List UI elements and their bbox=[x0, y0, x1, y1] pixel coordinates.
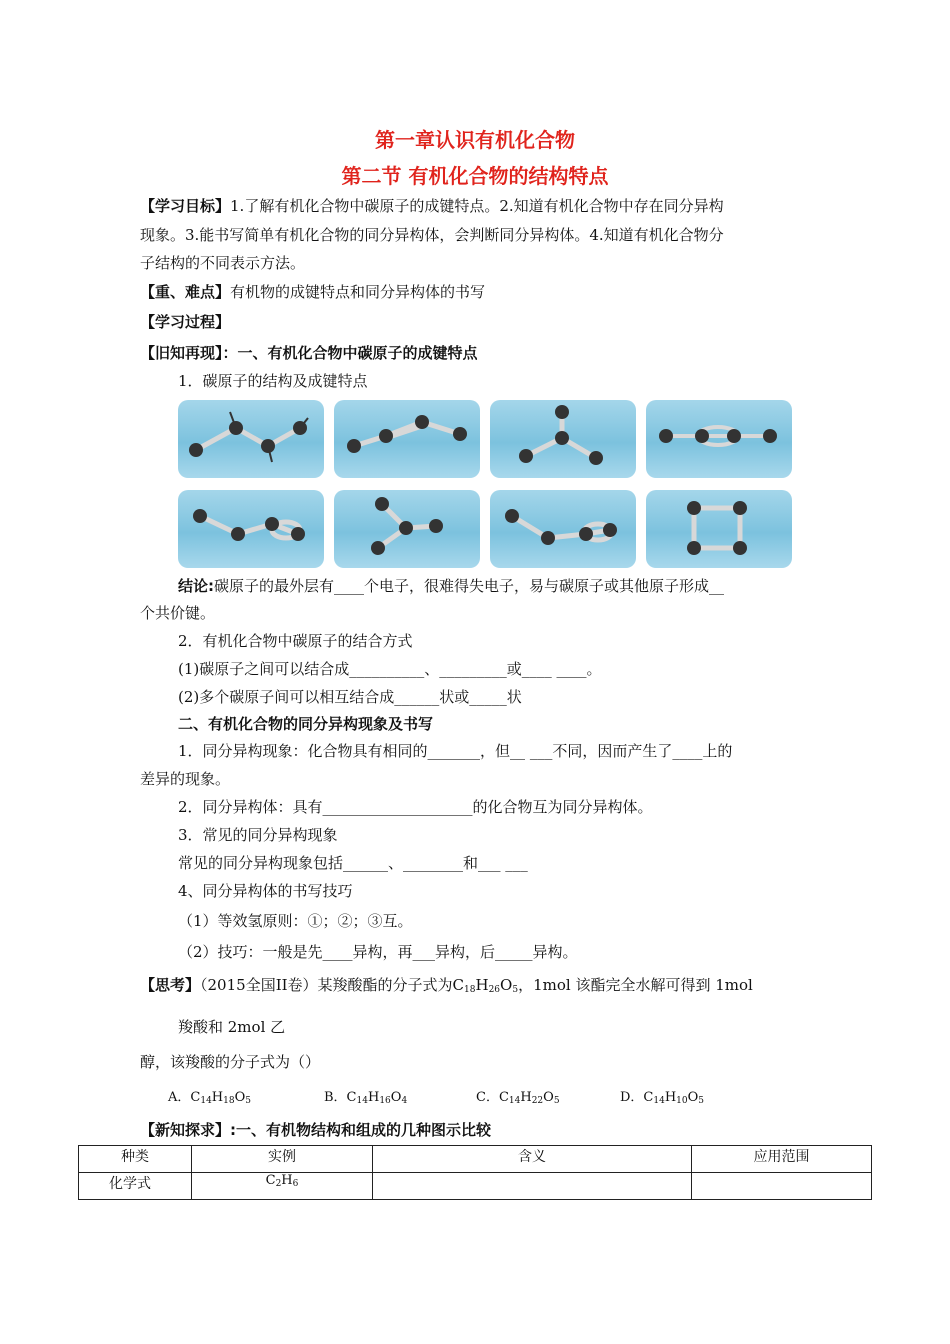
conclusion-line-2: 个共价键。 bbox=[140, 604, 216, 622]
conclusion-label: 结论: bbox=[178, 577, 214, 595]
goals-label: 【学习目标】 bbox=[140, 197, 231, 215]
isomer-item-4-1: （1）等效氢原则：①；②；③互。 bbox=[178, 912, 413, 930]
header-meaning: 含义 bbox=[373, 1146, 692, 1173]
table-row bbox=[79, 1173, 872, 1200]
section-title: 第二节 有机化合物的结构特点 bbox=[341, 164, 609, 188]
option-d: D．$C_{14}H_{10}O_5$ bbox=[620, 1090, 705, 1106]
cell-example: $C_2H_6$ bbox=[192, 1173, 373, 1200]
double-bond-chain-model bbox=[178, 490, 324, 568]
goals-line-2: 现象。3.能书写简单有机化合物的同分异构体，会判断同分异构体。4.知道有机化合物分 bbox=[140, 226, 724, 244]
triple-bond-model bbox=[646, 400, 792, 478]
new-knowledge-heading: 【新知探求】:一、有机物结构和组成的几种图示比较 bbox=[140, 1121, 492, 1139]
review-item-1: 1．碳原子的结构及成键特点 bbox=[178, 372, 368, 390]
review-item-2-1: (1)碳原子之间可以结合成__________、_________或____ ____。 bbox=[178, 660, 602, 678]
header-type: 种类 bbox=[79, 1146, 192, 1173]
goals-line-1: 【学习目标】1.了解有机化合物中碳原子的成键特点。2.知道有机化合物中存在同分异构 bbox=[140, 197, 724, 215]
isomer-item-4: 4、同分异构体的书写技巧 bbox=[178, 882, 353, 900]
branched-double-bond-model bbox=[334, 490, 480, 568]
table-header-row bbox=[79, 1146, 872, 1173]
option-b: B．$C_{14}H_{16}O_4$ bbox=[324, 1090, 408, 1106]
isomer-item-3-text: 常见的同分异构现象包括______、________和___ ___ bbox=[178, 854, 528, 872]
carbon-chain-model-2 bbox=[334, 400, 480, 478]
isomer-item-4-2: （2）技巧：一般是先____异构，再___异构，后_____异构。 bbox=[178, 943, 578, 961]
review-item-2: 2．有机化合物中碳原子的结合方式 bbox=[178, 632, 413, 650]
option-a: A．$C_{14}H_{18}O_5$ bbox=[168, 1090, 251, 1106]
conclusion-line-1: 结论:碳原子的最外层有____个电子，很难得失电子，易与碳原子或其他原子形成__ bbox=[178, 577, 725, 595]
header-example: 实例 bbox=[192, 1146, 373, 1173]
think-label: 【思考】 bbox=[140, 976, 201, 994]
comparison-table bbox=[78, 1145, 872, 1200]
key-label: 【重、难点】 bbox=[140, 283, 231, 301]
think-line-3: 醇，该羧酸的分子式为（） bbox=[140, 1053, 321, 1071]
review-item-2-2: (2)多个碳原子间可以相互结合成______状或_____状 bbox=[178, 688, 522, 706]
isomer-item-1-line-2: 差异的现象。 bbox=[140, 770, 231, 788]
triple-bond-chain-model bbox=[490, 490, 636, 568]
branched-chain-model bbox=[490, 400, 636, 478]
isomer-item-1-line-1: 1．同分异构现象：化合物具有相同的_______，但__ ___不同，因而产生了____上的 bbox=[178, 742, 733, 760]
goals-line-3: 子结构的不同表示方法。 bbox=[140, 254, 306, 272]
isomer-heading: 二、有机化合物的同分异构现象及书写 bbox=[178, 715, 434, 733]
process-label: 【学习过程】 bbox=[140, 313, 231, 331]
ring-model bbox=[646, 490, 792, 568]
key-points: 【重、难点】有机物的成键特点和同分异构体的书写 bbox=[140, 283, 486, 301]
isomer-item-3: 3．常见的同分异构现象 bbox=[178, 826, 338, 844]
option-c: C．$C_{14}H_{22}O_5$ bbox=[476, 1090, 560, 1106]
carbon-chain-model-1 bbox=[178, 400, 324, 478]
review-heading: 【旧知再现】：一、有机化合物中碳原子的成键特点 bbox=[140, 344, 478, 362]
cell-type: 化学式 bbox=[79, 1173, 192, 1200]
think-line-2: 羧酸和 2mol 乙 bbox=[178, 1018, 286, 1036]
cell-scope bbox=[692, 1173, 872, 1200]
isomer-item-2: 2．同分异构体：具有____________________的化合物互为同分异构体。 bbox=[178, 798, 653, 816]
cell-meaning bbox=[373, 1173, 692, 1200]
header-scope: 应用范围 bbox=[692, 1146, 872, 1173]
think-line-1: 【思考】（2015全国II卷）某羧酸酯的分子式为$C_{18}H_{26}O_5$，1mol 该酯完全水解可得到 1mol bbox=[140, 976, 753, 995]
chapter-title: 第一章认识有机化合物 bbox=[375, 128, 575, 152]
